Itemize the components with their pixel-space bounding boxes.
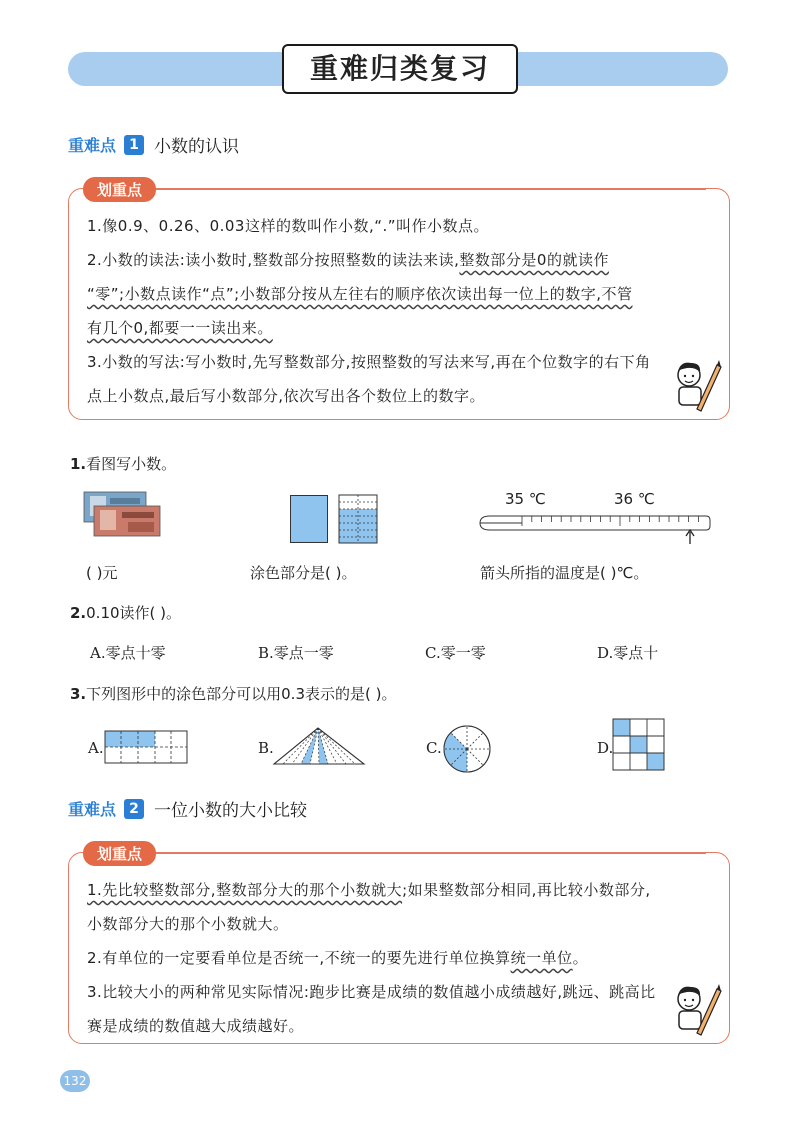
whole-shaded-rectangle [290,495,328,543]
key-point-1 [87,873,713,907]
temp-label-left: 35 ℃ [505,490,546,508]
key-points-tag: 划重点 [83,841,156,866]
money-answer-blank: ( )元 [86,564,118,582]
key-point-3-cont: 点上小数点,最后写小数部分,依次写出各个数位上的数字。 [87,387,486,405]
section-number-badge: 2 [124,799,144,819]
key-point-3: 3.比较大小的两种常见实际情况:跑步比赛是成绩的数值越小成绩越好,跳远、跳高比 [87,983,656,1001]
section-key-label: 重难点 [68,136,117,155]
option-d-figure [612,718,668,774]
section-number-badge: 1 [124,135,144,155]
page-number: 132 [60,1070,90,1092]
key-point-1: 1.像0.9、0.26、0.03这样的数叫作小数,“.”叫作小数点。 [87,217,490,235]
key-point-2-cont [87,277,713,311]
temp-answer-blank: 箭头所指的温度是( )℃。 [480,564,649,582]
shade-answer-blank: 涂色部分是( )。 [250,564,357,582]
page-title: 重难归类复习 [282,44,518,94]
question-2 [70,602,181,623]
arrow-up-icon [686,530,694,544]
key-point-2-emphasis: 统一单位 [510,949,573,967]
question-text: 看图写小数。 [86,455,177,473]
question-text: 下列图形中的涂色部分可以用0.3表示的是( )。 [86,685,397,703]
key-point-3-cont: 赛是成绩的数值越大成绩越好。 [87,1017,305,1035]
section-title: 一位小数的大小比较 [154,801,308,821]
key-point-2-end [87,311,713,345]
key-points-box-1 [68,181,730,420]
banknotes-picture [82,490,174,540]
section-title: 小数的认识 [154,137,240,157]
key-point-1-text: ;如果整数部分相同,再比较小数部分, [402,881,651,899]
key-point-2-end-text: 有几个0,都要一一读出来。 [87,319,273,337]
question-text: 0.10读作( )。 [86,604,182,622]
section-heading-1 [68,132,239,157]
question-3 [70,683,396,704]
option-c: C.零一零 [425,644,486,662]
key-point-2 [87,243,713,277]
question-number: 1. [70,455,87,473]
option-c-figure [440,724,494,774]
key-point-2-text: 2.小数的读法:读小数时,整数部分按照整数的读法来读, [87,251,460,269]
option-b-figure [272,724,368,768]
option-a: A.零点十零 [90,644,166,662]
option-b-label: B. [258,739,274,757]
key-point-2-cont-text: “零”;小数点读作“点”;小数部分按从左往右的顺序依次读出每一位上的数字,不管 [87,285,633,303]
option-b: B.零点一零 [258,644,334,662]
key-point-2 [87,941,713,975]
option-a-figure [104,730,190,766]
key-point-1-emphasis: 1.先比较整数部分,整数部分大的那个小数就大 [87,881,403,899]
option-d: D.零点十 [597,644,659,662]
question-number: 3. [70,685,87,703]
question-number: 2. [70,604,87,622]
key-points-box-2 [68,845,730,1044]
option-a-label: A. [88,739,104,757]
key-point-2-end: 。 [572,949,589,967]
partly-shaded-rectangle [338,494,380,544]
key-point-2-emphasis: 整数部分是0的就读作 [459,251,609,269]
temp-label-right: 36 ℃ [614,490,655,508]
question-1 [70,453,176,474]
option-c-label: C. [426,739,442,757]
key-points-tag: 划重点 [83,177,156,202]
key-point-3: 3.小数的写法:写小数时,先写整数部分,按照整数的写法来写,再在个位数字的右下角 [87,353,651,371]
section-heading-2 [68,796,307,821]
key-point-2-text: 2.有单位的一定要看单位是否统一,不统一的要先进行单位换算 [87,949,511,967]
thermometer [478,508,718,548]
mascot-pencil-icon [667,981,723,1039]
section-key-label: 重难点 [68,800,117,819]
mascot-pencil-icon [667,357,723,415]
key-point-1-cont: 小数部分大的那个小数就大。 [87,915,289,933]
option-d-label: D. [597,739,614,757]
